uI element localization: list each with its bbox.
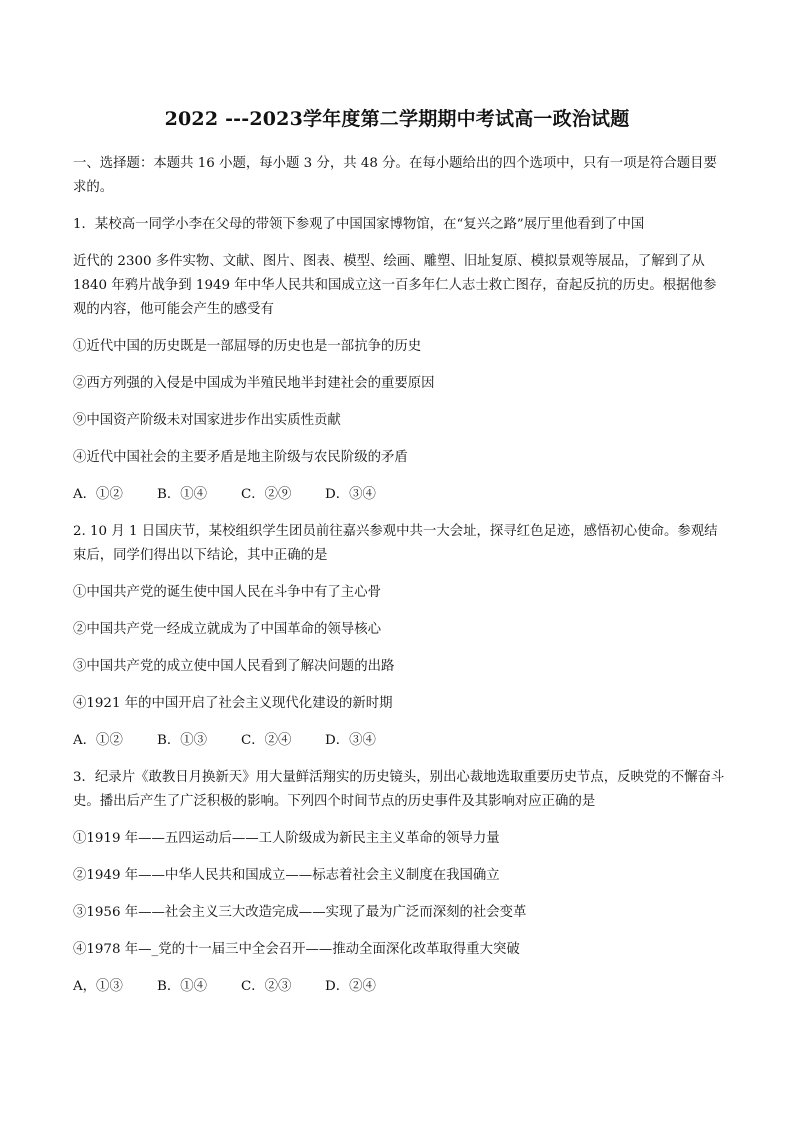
q3-option-a: A，①③ [73,979,123,994]
q1-option-c: C．②⑨ [241,487,292,502]
q3-option-b: B．①④ [157,979,208,994]
q2-item-3: ③中国共产党的成立使中国人民看到了解决问题的出路 [73,659,395,674]
q2-option-d: D．③④ [325,733,376,748]
q3-option-d: D．②④ [325,979,376,994]
q1-item-2: ②西方列强的入侵是中国成为半殖民地半封建社会的重要原因 [73,376,435,391]
q2-stem: 2. 10 月 1 日国庆节，某校组织学生团员前往嘉兴参观中共一大会址，探寻红色足迹，感悟初心使命。参观结束后，同学们得出以下结论，其中正确的是 [73,524,718,563]
q3-stem: 3．纪录片《敢教日月换新天》用大量鲜活翔实的历史镜头，别出心裁地选取重要历史节点，反映党的不懈奋斗史。播出后产生了广泛积极的影响。下列四个时间节点的历史事件及其影响对应正确的是 [73,770,725,809]
q2-option-b: B．①③ [157,733,208,748]
q1-option-d: D．③④ [325,487,376,502]
q3-options [73,975,725,999]
page-title: 2022 ---2023学年度第二学期期中考试高一政治试题 [164,108,630,130]
q2-option-c: C．②④ [241,733,292,748]
q1-stem-line1: 1．某校高一同学小李在父母的带领下参观了中国国家博物馆，在“复兴之路”展厅里他看到了中国 [73,217,645,232]
q3-item-1: ①1919 年——五四运动后——工人阶级成为新民主主义革命的领导力量 [73,831,500,846]
q1-stem-rest: 近代的 2300 多件实物、文献、图片、图表、模型、绘画、雕塑、旧址复原、模拟景观等展品，了解到了从 1840 年鸦片战争到 1949 年中华人民共和国成立这一百多年仁人志士救亡图存，奋起反抗的历史。根据他参观的内容，他可能会产生的感受有 [73,254,717,317]
q1-option-b: B．①④ [157,487,208,502]
q1-item-4: ④近代中国社会的主要矛盾是地主阶级与农民阶级的矛盾 [73,450,408,465]
q3-item-3: ③1956 年——社会主义三大改造完成——实现了最为广泛而深刻的社会变革 [73,905,527,920]
q2-options [73,729,725,753]
q2-option-a: A．①② [73,733,123,748]
q2-item-2: ②中国共产党一经成立就成为了中国革命的领导核心 [73,622,381,637]
q2-item-4: ④1921 年的中国开启了社会主义现代化建设的新时期 [73,696,393,711]
q3-item-4: ④1978 年—_党的十一届三中全会召开——推动全面深化改革取得重大突破 [73,942,520,957]
q1-option-a: A．①② [73,487,123,502]
q2-item-1: ①中国共产党的诞生使中国人民在斗争中有了主心骨 [73,585,381,600]
q3-item-2: ②1949 年——中华人民共和国成立——标志着社会主义制度在我国确立 [73,868,500,883]
exam-body [73,152,725,999]
q3-option-c: C．②③ [241,979,292,994]
section-intro: 一、选择题：本题共 16 小题，每小题 3 分，共 48 分。在每小题给出的四个选项中，只有一项是符合题目要求的。 [73,156,717,195]
q1-item-3: ⑨中国资产阶级未对国家进步作出实质性贡献 [73,413,341,428]
q1-item-1: ①近代中国的历史既是一部屈辱的历史也是一部抗争的历史 [73,339,422,354]
q1-options [73,483,725,507]
